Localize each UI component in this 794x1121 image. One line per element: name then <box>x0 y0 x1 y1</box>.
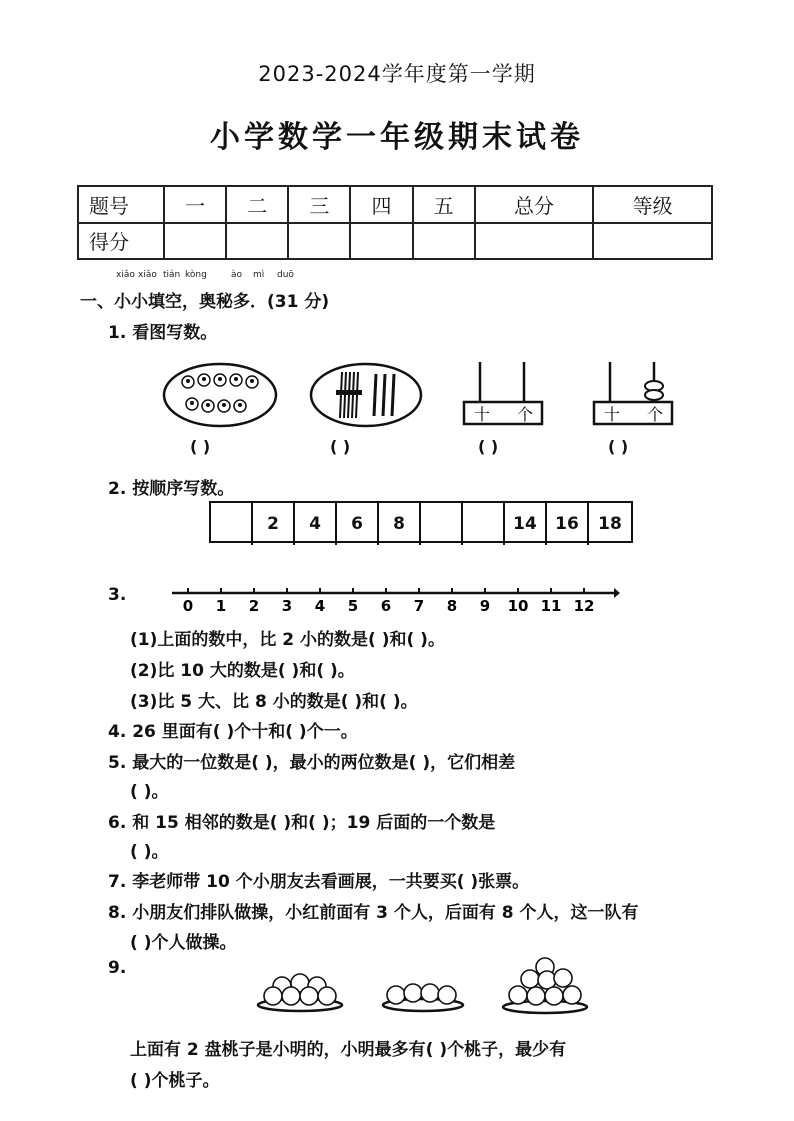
question-9-line-2: ( )个桃子。 <box>130 1071 220 1091</box>
question-2-label: 2. 按顺序写数。 <box>108 479 235 499</box>
score-input-cell[interactable] <box>288 223 350 260</box>
score-table-cell: 等级 <box>593 186 712 223</box>
question-4: 4. 26 里面有( )个十和( )个一。 <box>108 722 358 742</box>
score-input-cell[interactable] <box>226 223 288 260</box>
score-table-cell: 得分 <box>78 223 164 260</box>
score-table-cell: 二 <box>226 186 288 223</box>
number-line-label: 9 <box>479 597 491 615</box>
abacus-2-icon <box>588 358 678 430</box>
question-9-label: 9. <box>108 958 127 978</box>
number-line-label: 3 <box>281 597 293 615</box>
sequence-cell: 2 <box>253 503 295 545</box>
pinyin: kòng <box>185 270 207 280</box>
question-6-line-2: ( )。 <box>130 842 169 862</box>
question-5-line-2: ( )。 <box>130 782 169 802</box>
question-7: 7. 李老师带 10 个小朋友去看画展，一共要买( )张票。 <box>108 872 530 892</box>
question-6-line-1: 6. 和 15 相邻的数是( )和( )；19 后面的一个数是 <box>108 813 496 833</box>
svg-text:个: 个 <box>517 405 534 424</box>
pinyin: tián <box>163 270 181 280</box>
answer-blank[interactable]: ( ) <box>478 437 499 456</box>
pinyin: ào <box>231 270 243 280</box>
score-table-cell: 三 <box>288 186 350 223</box>
svg-text:个: 个 <box>647 405 664 424</box>
question-5-line-1: 5. 最大的一位数是( )，最小的两位数是( )，它们相差 <box>108 753 516 773</box>
number-line-label: 10 <box>507 597 529 615</box>
score-table-cell: 一 <box>164 186 226 223</box>
number-sequence <box>209 501 633 543</box>
sequence-cell[interactable] <box>463 503 505 545</box>
peach-plate-icon <box>380 970 466 1015</box>
number-line-label: 4 <box>314 597 326 615</box>
question-3-sub-3: (3)比 5 大、比 8 小的数是( )和( )。 <box>130 692 418 712</box>
sequence-cell: 6 <box>337 503 379 545</box>
section-title: 一、小小填空，奥秘多．(31 分) <box>80 292 330 312</box>
score-input-cell[interactable] <box>475 223 594 260</box>
score-input-cell[interactable] <box>593 223 712 260</box>
score-input-cell[interactable] <box>164 223 226 260</box>
question-8-line-1: 8. 小朋友们排队做操，小红前面有 3 个人，后面有 8 个人，这一队有 <box>108 903 639 923</box>
question-1-label: 1. 看图写数。 <box>108 323 218 343</box>
question-3-label: 3. <box>108 585 127 605</box>
question-9-line-1: 上面有 2 盘桃子是小明的，小明最多有( )个桃子，最少有 <box>130 1040 567 1060</box>
svg-text:十: 十 <box>604 405 621 424</box>
score-table-score-row <box>78 223 712 260</box>
number-line-label: 6 <box>380 597 392 615</box>
pinyin: xiǎo <box>138 270 157 280</box>
svg-text:十: 十 <box>474 405 491 424</box>
number-line-label: 7 <box>413 597 425 615</box>
answer-blank[interactable]: ( ) <box>190 437 211 456</box>
sequence-cell[interactable] <box>211 503 253 545</box>
sticks-bundle-icon <box>308 360 424 430</box>
number-line-label: 8 <box>446 597 458 615</box>
score-table-cell: 题号 <box>78 186 164 223</box>
answer-blank[interactable]: ( ) <box>330 437 351 456</box>
number-line-label: 0 <box>182 597 194 615</box>
exam-year: 2023-2024学年度第一学期 <box>258 62 536 86</box>
sequence-cell: 8 <box>379 503 421 545</box>
abacus-1-icon <box>458 358 548 430</box>
peach-plate-icon <box>255 965 345 1015</box>
question-3-sub-2: (2)比 10 大的数是( )和( )。 <box>130 661 355 681</box>
pinyin: mì <box>253 270 265 280</box>
sequence-cell: 18 <box>598 514 622 534</box>
number-line-label: 1 <box>215 597 227 615</box>
score-table-header-row <box>78 186 712 223</box>
sequence-cell[interactable] <box>421 503 463 545</box>
peach-plate-icon <box>500 955 590 1017</box>
score-table-cell: 四 <box>350 186 412 223</box>
number-line <box>170 585 620 615</box>
question-3-sub-1: (1)上面的数中，比 2 小的数是( )和( )。 <box>130 630 445 650</box>
pinyin: duō <box>277 270 294 280</box>
exam-title: 小学数学一年级期末试卷 <box>210 120 584 155</box>
score-input-cell[interactable] <box>350 223 412 260</box>
answer-blank[interactable]: ( ) <box>608 437 629 456</box>
sequence-cell: 4 <box>295 503 337 545</box>
number-line-label: 2 <box>248 597 260 615</box>
score-table-cell: 总分 <box>475 186 594 223</box>
sequence-cell: 14 <box>505 503 547 545</box>
score-table <box>77 185 713 260</box>
score-table-cell: 五 <box>413 186 475 223</box>
sequence-cell: 16 <box>547 503 589 545</box>
number-line-label: 11 <box>540 597 562 615</box>
number-line-label: 12 <box>573 597 595 615</box>
score-input-cell[interactable] <box>413 223 475 260</box>
number-line-label: 5 <box>347 597 359 615</box>
pinyin: xiǎo <box>116 270 135 280</box>
question-8-line-2: ( )个人做操。 <box>130 933 237 953</box>
bananas-picture-icon <box>160 360 280 430</box>
